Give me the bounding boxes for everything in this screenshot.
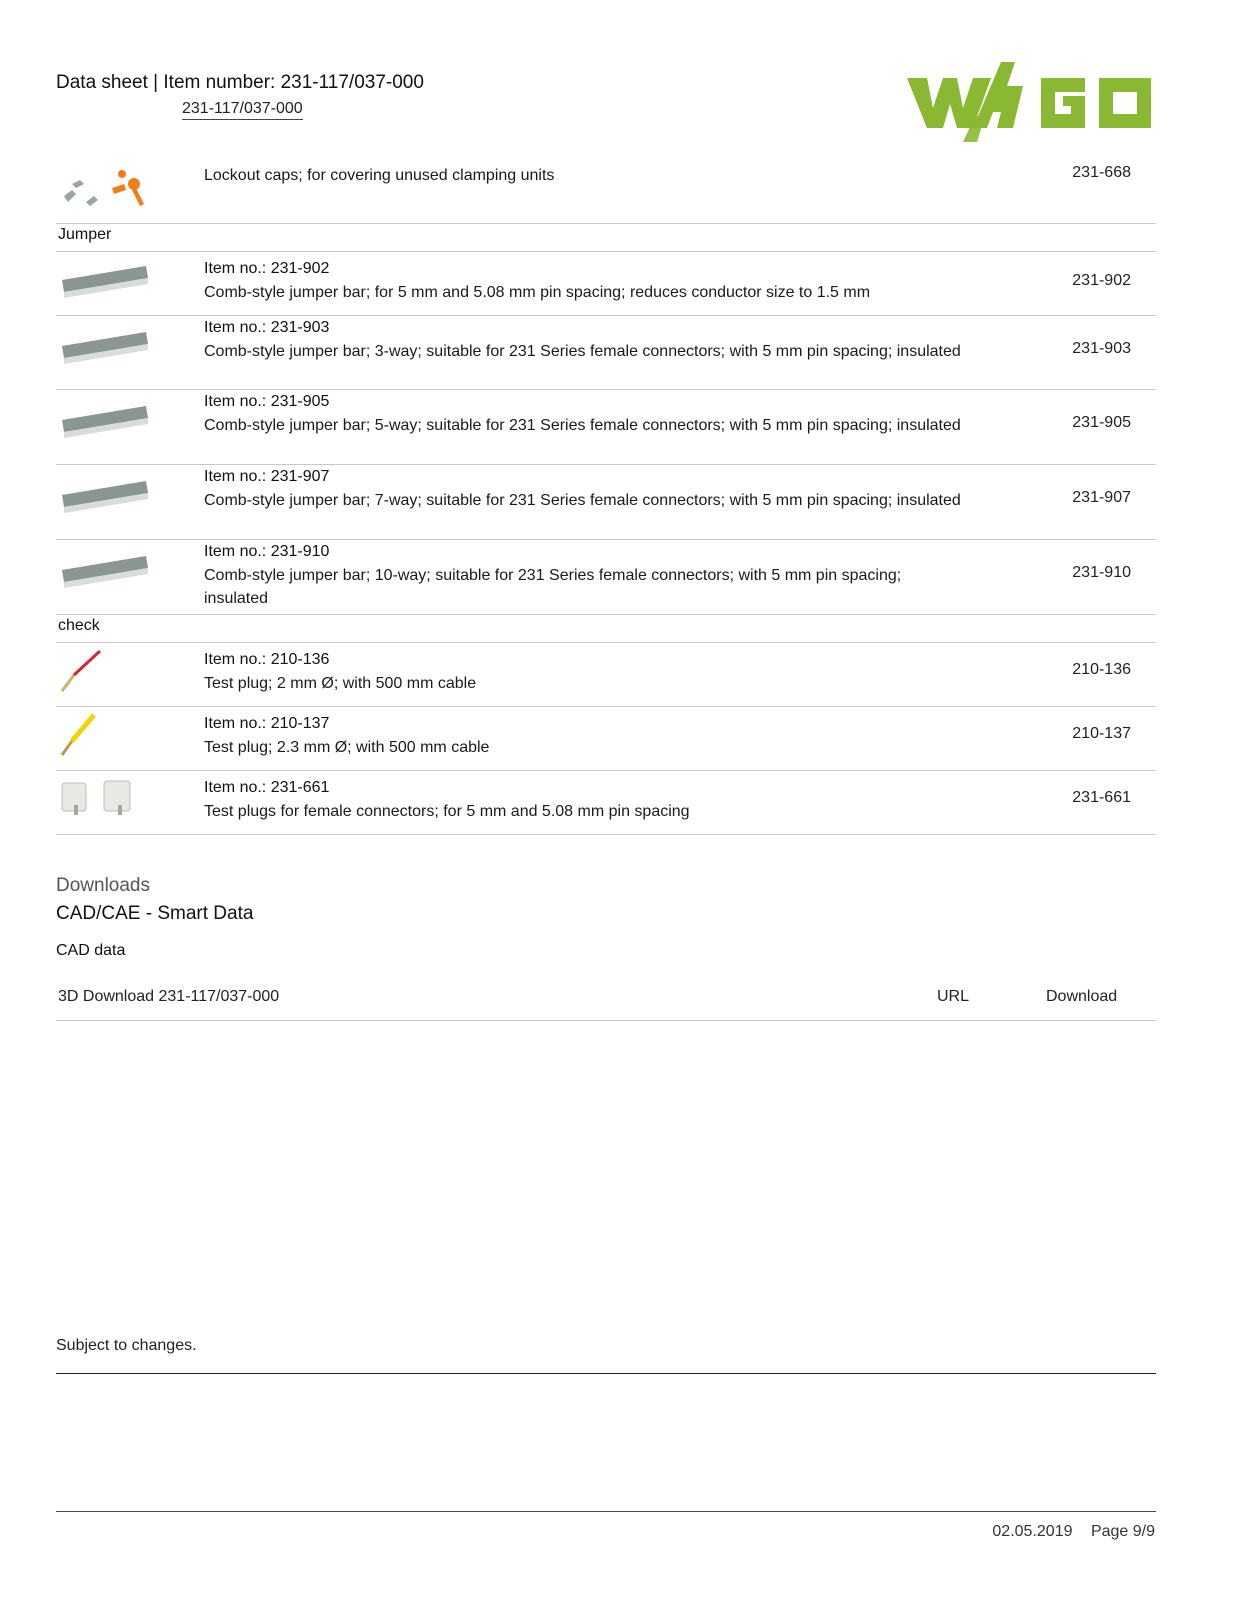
footer-divider: [56, 1511, 1156, 1512]
jumper-title: Item no.: 231-907: [204, 468, 330, 485]
footer-page: Page 9/9: [1090, 1523, 1155, 1540]
check-description: Test plug; 2.3 mm Ø; with 500 mm cable: [204, 738, 490, 756]
item-number-link[interactable]: 231-117/037-000: [182, 100, 303, 120]
downloads-heading: Downloads: [56, 875, 150, 896]
accessories-table: [56, 148, 1156, 835]
divider: [56, 1373, 1156, 1374]
jumper-description: Comb-style jumper bar; 5-way; suitable for 231 Series female connectors; with 5 mm pin spacing; insulated: [204, 416, 961, 434]
wago-logo: [903, 56, 1155, 142]
jumper-title: Item no.: 231-910: [204, 543, 330, 560]
jumper-title: Item no.: 231-903: [204, 319, 330, 336]
jumper-item-number[interactable]: 231-910: [1072, 564, 1131, 581]
check-title: Item no.: 231-661: [204, 779, 330, 796]
section-header-check: [56, 615, 1156, 643]
download-link[interactable]: Download: [1046, 988, 1118, 1005]
jumper-description: Comb-style jumper bar; for 5 mm and 5.08 mm pin spacing; reduces conductor size to 1.5 mm: [204, 283, 871, 301]
cad-data-label: CAD data: [56, 942, 126, 959]
download-type: URL: [937, 988, 970, 1005]
table-row: [56, 390, 1156, 465]
check-item-number[interactable]: 210-136: [1072, 661, 1131, 678]
table-row: [56, 252, 1156, 316]
cad-cae-heading: CAD/CAE - Smart Data: [56, 903, 254, 924]
jumper-bar-image: [58, 326, 152, 366]
table-row: [56, 771, 1156, 835]
check-title: Item no.: 210-137: [204, 715, 330, 732]
table-row: [56, 148, 1156, 224]
table-row: [56, 465, 1156, 540]
jumper-bar-image: [58, 260, 152, 300]
test-plugs-female-image: [58, 777, 152, 821]
jumper-bar-image: [58, 475, 152, 515]
check-title: Item no.: 210-136: [204, 651, 330, 668]
jumper-bar-image: [58, 550, 152, 590]
table-row: [56, 540, 1156, 615]
footer-date: 02.05.2019: [992, 1523, 1073, 1540]
check-description: Test plugs for female connectors; for 5 mm and 5.08 mm pin spacing: [204, 802, 690, 820]
jumper-item-number[interactable]: 231-905: [1072, 414, 1131, 431]
jumper-description: Comb-style jumper bar; 3-way; suitable for 231 Series female connectors; with 5 mm pin spacing; insulated: [204, 342, 961, 360]
test-plug-yellow-image: [58, 713, 152, 757]
subject-to-changes: Subject to changes.: [56, 1337, 197, 1354]
section-label: check: [58, 617, 100, 634]
table-row: [56, 316, 1156, 390]
lockout-item-number[interactable]: 231-668: [1072, 164, 1131, 181]
jumper-title: Item no.: 231-905: [204, 393, 330, 410]
table-row: [56, 643, 1156, 707]
jumper-title: Item no.: 231-902: [204, 260, 330, 277]
section-header-jumper: [56, 224, 1156, 252]
jumper-item-number[interactable]: 231-907: [1072, 489, 1131, 506]
jumper-item-number[interactable]: 231-902: [1072, 272, 1131, 289]
jumper-bar-image: [58, 400, 152, 440]
download-row: [56, 980, 1156, 1021]
page-title: Data sheet | Item number: 231-117/037-000: [56, 72, 424, 93]
check-description: Test plug; 2 mm Ø; with 500 mm cable: [204, 674, 477, 692]
footer: [978, 1523, 1155, 1541]
check-item-number[interactable]: 231-661: [1072, 789, 1131, 806]
section-label: Jumper: [58, 226, 112, 243]
lockout-description: Lockout caps; for covering unused clamping units: [204, 167, 555, 184]
jumper-item-number[interactable]: 231-903: [1072, 340, 1131, 357]
lockout-caps-image: [58, 166, 152, 212]
jumper-description: Comb-style jumper bar; 7-way; suitable for 231 Series female connectors; with 5 mm pin spacing; insulated: [204, 491, 961, 509]
check-item-number[interactable]: 210-137: [1072, 725, 1131, 742]
table-row: [56, 707, 1156, 771]
test-plug-red-image: [58, 649, 152, 693]
download-name: 3D Download 231-117/037-000: [58, 988, 280, 1005]
jumper-description: Comb-style jumper bar; 10-way; suitable for 231 Series female connectors; with 5 mm pin spacing; insulated: [204, 566, 902, 607]
